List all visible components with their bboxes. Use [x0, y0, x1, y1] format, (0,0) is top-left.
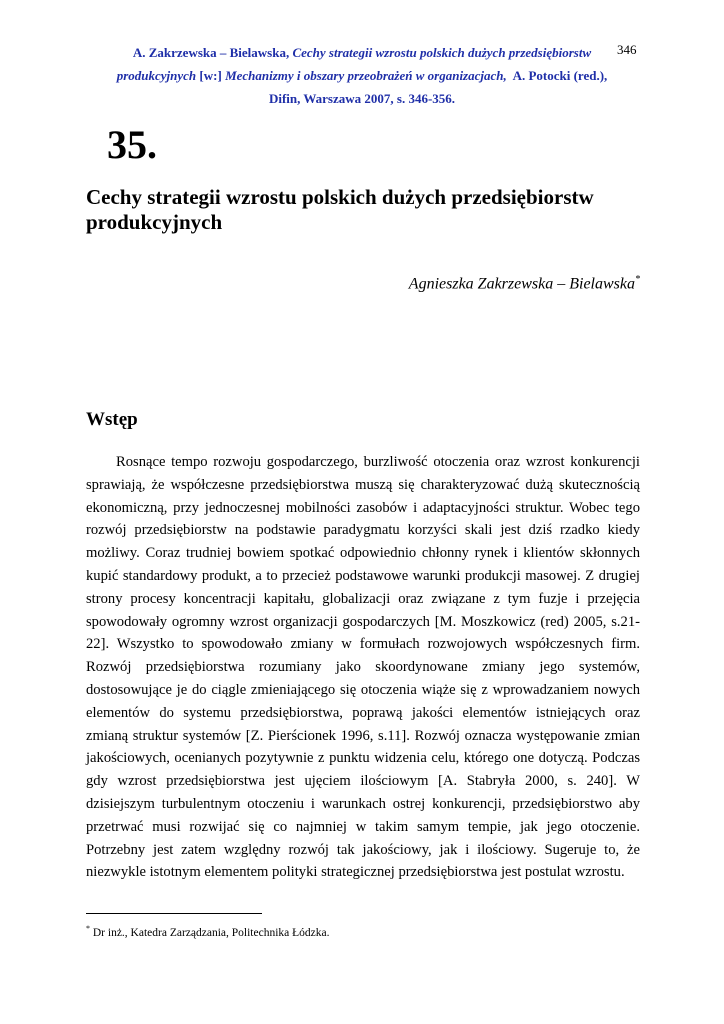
footnote-text: Dr inż., Katedra Zarządzania, Politechnika Łódzka. — [92, 926, 330, 939]
footnote-mark: * — [86, 924, 90, 933]
section-heading: Wstęp — [86, 409, 138, 430]
citation-editor: A. Potocki (red.), — [512, 68, 608, 83]
citation-line-2 — [80, 64, 644, 87]
body-text — [86, 451, 640, 884]
author-footnote-mark[interactable]: * — [635, 274, 640, 285]
footnote-separator — [86, 913, 262, 914]
citation-in: [w:] — [199, 68, 222, 83]
author-name — [409, 274, 640, 293]
citation-line-1 — [80, 41, 644, 64]
citation-book: Mechanizmy i obszary przeobrażeń w organizacjach, — [225, 68, 507, 83]
citation-line-3: Difin, Warszawa 2007, s. 346-356. — [268, 91, 456, 106]
intro-paragraph: Rosnące tempo rozwoju gospodarczego, burzliwość otoczenia oraz wzrost konkurencji sprawiają, że współczesne przedsiębiorstwa muszą się charakteryzować dużą skutecznością ekonomiczną, przy jednoczesnej mobilności zasobów i adaptacyjności struktur. Wobec tego rozwój przedsiębiorstw na podstawie paradygmatu korzyści skali jest dziś rzadko kiedy możliwy. Coraz trudniej bowiem spotkać odpowiednio chłonny rynek i klientów skłonnych kupić standardowy produkt, a to przecież podstawowe warunki produkcji masowej. Z drugiej strony procesy koncentracji kapitału, globalizacji oraz związane z tym fuzje i przejęcia spowodowały ogromny wzrost organizacji gospodarczych [M. Moszkowicz (red) 2005, s.21-22]. Wszystko to spowodowało zmiany w formułach rozwojowych współczesnych firm. Rozwój przedsiębiorstwa rozumiany jako skoordynowane zmiany jego systemów, dostosowujące je do ciągle zmieniającego się otoczenia wiąże się z wprowadzaniem nowych elementów do systemu przedsiębiorstwa, poprawą jakości elementów istniejących oraz zmianą struktur systemów [Z. Pierścionek 1996, s.11]. Rozwój oznacza występowanie zmian jakościowych, ocenianych pozytywnie z punktu widzenia celu, którego one dotyczą. Podczas gdy wzrost przedsiębiorstwa jest ujęciem ilościowym [A. Stabryła 2000, s. 240]. W dzisiejszym turbulentnym otoczeniu i warunkach ostrej konkurencji, przedsiębiorstwo aby przetrwać musi rozwijać się co najmniej w takim samym tempie, jak jego otoczenie. Potrzebny jest zatem względny rozwój tak jakościowy, jak i ilościowy. Sugeruje to, że niezwykle istotnym elementem polityki strategicznej przedsiębiorstwa jest postulat wzrostu. — [86, 454, 640, 881]
citation-header — [80, 41, 644, 110]
chapter-title: Cechy strategii wzrostu polskich dużych przedsiębiorstw produkcyjnych — [86, 185, 594, 234]
citation-title: Cechy strategii wzrostu polskich dużych przedsiębiorstw — [292, 45, 592, 60]
chapter-number: 35. — [107, 122, 157, 167]
citation-author: A. Zakrzewska – Bielawska, — [132, 45, 290, 60]
footnote — [86, 924, 329, 939]
page-number: 346 — [617, 42, 637, 57]
citation-title-cont: produkcyjnych — [116, 68, 197, 83]
author-text: Agnieszka Zakrzewska – Bielawska — [408, 275, 635, 293]
